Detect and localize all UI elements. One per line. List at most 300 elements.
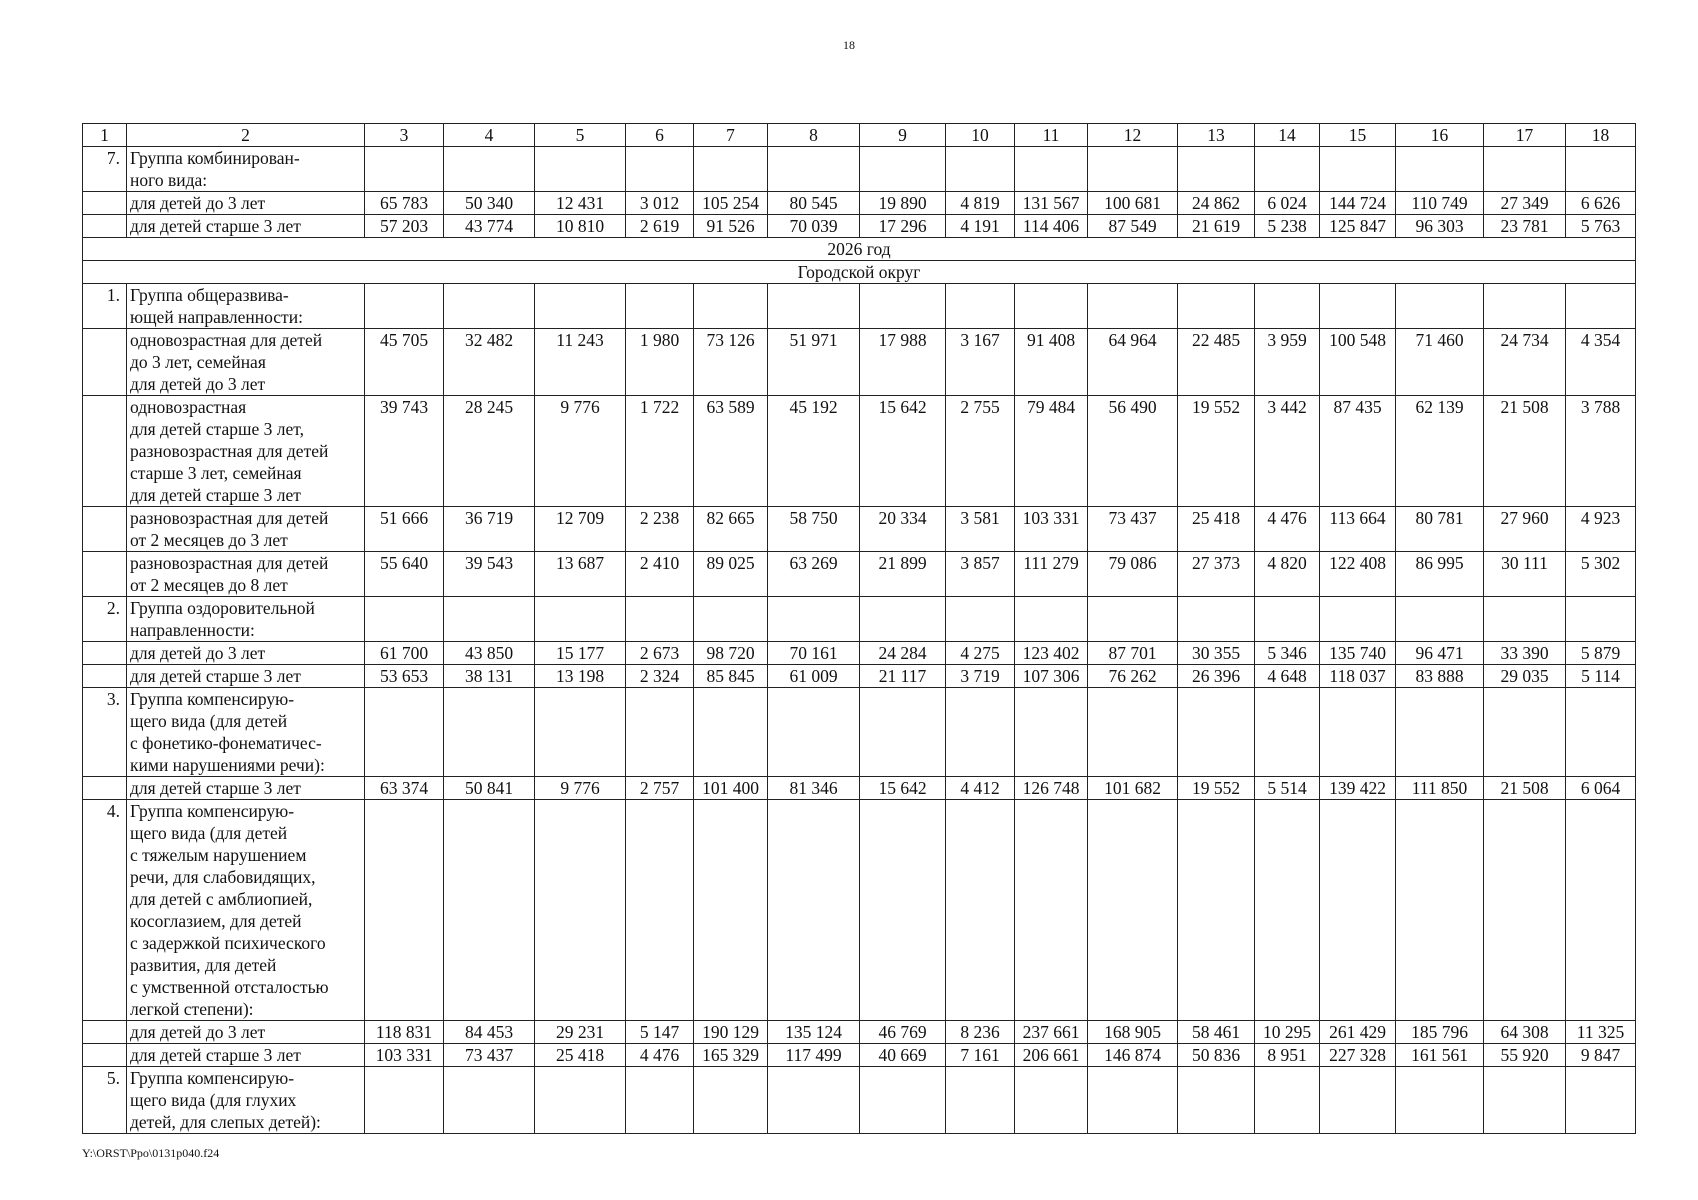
column-number-cell: 16: [1396, 124, 1484, 147]
value-cell: [626, 284, 694, 329]
value-cell: [1396, 284, 1484, 329]
value-cell: 63 589: [694, 396, 768, 507]
value-cell: [1178, 597, 1255, 642]
value-cell: [946, 597, 1015, 642]
value-cell: [444, 800, 535, 1021]
value-cell: 5 346: [1255, 642, 1320, 665]
column-number-cell: 8: [768, 124, 860, 147]
value-cell: [1566, 1067, 1636, 1134]
table-row: [83, 688, 1636, 777]
value-cell: 27 349: [1484, 192, 1566, 215]
value-cell: 46 769: [860, 1021, 946, 1044]
value-cell: 33 390: [1484, 642, 1566, 665]
value-cell: 5 114: [1566, 665, 1636, 688]
value-cell: 4 476: [1255, 507, 1320, 552]
value-cell: 126 748: [1015, 777, 1088, 800]
value-cell: 45 705: [365, 329, 444, 396]
value-cell: [1320, 1067, 1396, 1134]
value-cell: [365, 597, 444, 642]
value-cell: [1566, 800, 1636, 1021]
value-cell: 100 548: [1320, 329, 1396, 396]
value-cell: 101 400: [694, 777, 768, 800]
value-cell: 80 545: [768, 192, 860, 215]
column-number-cell: 2: [127, 124, 365, 147]
value-cell: 10 810: [535, 215, 626, 238]
value-cell: 63 269: [768, 552, 860, 597]
value-cell: 45 192: [768, 396, 860, 507]
value-cell: 3 167: [946, 329, 1015, 396]
value-cell: [1088, 284, 1178, 329]
value-cell: 2 673: [626, 642, 694, 665]
value-cell: 64 308: [1484, 1021, 1566, 1044]
value-cell: [535, 284, 626, 329]
value-cell: 111 279: [1015, 552, 1088, 597]
value-cell: 7 161: [946, 1044, 1015, 1067]
row-number: [83, 777, 127, 800]
value-cell: 87 549: [1088, 215, 1178, 238]
value-cell: [1088, 147, 1178, 192]
value-cell: 19 552: [1178, 396, 1255, 507]
value-cell: [860, 147, 946, 192]
value-cell: 51 666: [365, 507, 444, 552]
column-number-cell: 4: [444, 124, 535, 147]
value-cell: 24 284: [860, 642, 946, 665]
value-cell: 114 406: [1015, 215, 1088, 238]
value-cell: 139 422: [1320, 777, 1396, 800]
value-cell: 8 951: [1255, 1044, 1320, 1067]
value-cell: [1396, 688, 1484, 777]
value-cell: 8 236: [946, 1021, 1015, 1044]
value-cell: [1396, 800, 1484, 1021]
value-cell: 53 653: [365, 665, 444, 688]
value-cell: [444, 284, 535, 329]
value-cell: 5 238: [1255, 215, 1320, 238]
table-row: [83, 665, 1636, 688]
value-cell: 2 238: [626, 507, 694, 552]
value-cell: 4 820: [1255, 552, 1320, 597]
value-cell: 23 781: [1484, 215, 1566, 238]
value-cell: 1 722: [626, 396, 694, 507]
value-cell: 50 841: [444, 777, 535, 800]
value-cell: [1015, 284, 1088, 329]
value-cell: 2 410: [626, 552, 694, 597]
row-label: Группа оздоровительной направленности:: [127, 597, 365, 642]
value-cell: 3 788: [1566, 396, 1636, 507]
value-cell: [1396, 1067, 1484, 1134]
value-cell: [1484, 688, 1566, 777]
value-cell: 30 355: [1178, 642, 1255, 665]
value-cell: [444, 597, 535, 642]
column-number-cell: 15: [1320, 124, 1396, 147]
value-cell: 73 437: [444, 1044, 535, 1067]
column-number-cell: 18: [1566, 124, 1636, 147]
value-cell: 9 847: [1566, 1044, 1636, 1067]
value-cell: 25 418: [535, 1044, 626, 1067]
value-cell: [1255, 1067, 1320, 1134]
value-cell: 13 687: [535, 552, 626, 597]
value-cell: 27 373: [1178, 552, 1255, 597]
section-title: 2026 год: [83, 238, 1636, 261]
value-cell: 25 418: [1178, 507, 1255, 552]
value-cell: 80 781: [1396, 507, 1484, 552]
column-number-cell: 1: [83, 124, 127, 147]
value-cell: [1088, 688, 1178, 777]
value-cell: 131 567: [1015, 192, 1088, 215]
row-label: Группа комбинирован- ного вида:: [127, 147, 365, 192]
value-cell: 100 681: [1088, 192, 1178, 215]
value-cell: 61 009: [768, 665, 860, 688]
row-label: Группа общеразвива- ющей направленности:: [127, 284, 365, 329]
value-cell: 107 306: [1015, 665, 1088, 688]
value-cell: 146 874: [1088, 1044, 1178, 1067]
value-cell: 65 783: [365, 192, 444, 215]
value-cell: [768, 1067, 860, 1134]
value-cell: 76 262: [1088, 665, 1178, 688]
value-cell: [365, 284, 444, 329]
table-row: [83, 284, 1636, 329]
row-label: Группа компенсирую- щего вида (для детей с тяжелым нарушением речи, для слабовидящих, для детей с амблиопией, косоглазием, для детей с задержкой психического развития, для детей с умственной отсталостью легкой степени):: [127, 800, 365, 1021]
value-cell: [768, 284, 860, 329]
row-label: для детей старше 3 лет: [127, 665, 365, 688]
value-cell: 26 396: [1178, 665, 1255, 688]
value-cell: 10 295: [1255, 1021, 1320, 1044]
column-number-cell: 3: [365, 124, 444, 147]
value-cell: 12 709: [535, 507, 626, 552]
value-cell: 103 331: [1015, 507, 1088, 552]
value-cell: 135 124: [768, 1021, 860, 1044]
value-cell: [535, 1067, 626, 1134]
value-cell: [694, 800, 768, 1021]
value-cell: 79 484: [1015, 396, 1088, 507]
table-row: [83, 507, 1636, 552]
value-cell: 111 850: [1396, 777, 1484, 800]
value-cell: 40 669: [860, 1044, 946, 1067]
column-number-cell: 5: [535, 124, 626, 147]
table-row: [83, 1067, 1636, 1134]
value-cell: [946, 147, 1015, 192]
value-cell: [694, 597, 768, 642]
row-label: для детей старше 3 лет: [127, 1044, 365, 1067]
value-cell: [694, 688, 768, 777]
value-cell: 82 665: [694, 507, 768, 552]
value-cell: 2 619: [626, 215, 694, 238]
value-cell: 123 402: [1015, 642, 1088, 665]
value-cell: 3 857: [946, 552, 1015, 597]
column-number-cell: 14: [1255, 124, 1320, 147]
value-cell: [626, 800, 694, 1021]
value-cell: [768, 597, 860, 642]
value-cell: 89 025: [694, 552, 768, 597]
value-cell: [1484, 147, 1566, 192]
value-cell: [626, 688, 694, 777]
column-number-cell: 7: [694, 124, 768, 147]
value-cell: 20 334: [860, 507, 946, 552]
value-cell: 84 453: [444, 1021, 535, 1044]
value-cell: [1566, 688, 1636, 777]
value-cell: 91 408: [1015, 329, 1088, 396]
table-row: [83, 192, 1636, 215]
value-cell: [1566, 284, 1636, 329]
table-row: [83, 552, 1636, 597]
column-number-cell: 10: [946, 124, 1015, 147]
value-cell: 50 340: [444, 192, 535, 215]
value-cell: 165 329: [694, 1044, 768, 1067]
value-cell: 39 543: [444, 552, 535, 597]
value-cell: 85 845: [694, 665, 768, 688]
value-cell: 51 971: [768, 329, 860, 396]
value-cell: 5 147: [626, 1021, 694, 1044]
value-cell: 43 774: [444, 215, 535, 238]
value-cell: 4 275: [946, 642, 1015, 665]
value-cell: 19 552: [1178, 777, 1255, 800]
value-cell: [1015, 597, 1088, 642]
value-cell: [365, 800, 444, 1021]
value-cell: 3 719: [946, 665, 1015, 688]
value-cell: 190 129: [694, 1021, 768, 1044]
value-cell: [946, 284, 1015, 329]
value-cell: 6 064: [1566, 777, 1636, 800]
row-number: [83, 1021, 127, 1044]
value-cell: 21 508: [1484, 396, 1566, 507]
value-cell: 21 619: [1178, 215, 1255, 238]
value-cell: 4 412: [946, 777, 1015, 800]
value-cell: 113 664: [1320, 507, 1396, 552]
value-cell: [1484, 597, 1566, 642]
row-number: [83, 665, 127, 688]
column-number-row: [83, 124, 1636, 147]
value-cell: [626, 1067, 694, 1134]
value-cell: [444, 1067, 535, 1134]
value-cell: 70 039: [768, 215, 860, 238]
table-row: [83, 215, 1636, 238]
value-cell: 122 408: [1320, 552, 1396, 597]
value-cell: 6 626: [1566, 192, 1636, 215]
value-cell: 87 435: [1320, 396, 1396, 507]
value-cell: 4 191: [946, 215, 1015, 238]
value-cell: [365, 688, 444, 777]
row-label: разновозрастная для детей от 2 месяцев до 8 лет: [127, 552, 365, 597]
value-cell: 206 661: [1015, 1044, 1088, 1067]
value-cell: [444, 688, 535, 777]
value-cell: [1015, 1067, 1088, 1134]
footer-file-path: Y:\ORST\Ppo\0131p040.f24: [82, 1146, 220, 1160]
value-cell: 4 354: [1566, 329, 1636, 396]
value-cell: 21 899: [860, 552, 946, 597]
value-cell: 144 724: [1320, 192, 1396, 215]
table-row: [83, 396, 1636, 507]
value-cell: 28 245: [444, 396, 535, 507]
row-number: [83, 642, 127, 665]
column-number-cell: 9: [860, 124, 946, 147]
value-cell: [1178, 284, 1255, 329]
row-label: для детей до 3 лет: [127, 192, 365, 215]
row-label: Группа компенсирую- щего вида (для глухих детей, для слепых детей):: [127, 1067, 365, 1134]
value-cell: 15 642: [860, 777, 946, 800]
value-cell: [1320, 800, 1396, 1021]
row-label: одновозрастная для детей старше 3 лет, разновозрастная для детей старше 3 лет, семейная для детей старше 3 лет: [127, 396, 365, 507]
value-cell: [768, 800, 860, 1021]
value-cell: 55 920: [1484, 1044, 1566, 1067]
value-cell: 2 757: [626, 777, 694, 800]
value-cell: [1088, 1067, 1178, 1134]
value-cell: [1566, 597, 1636, 642]
value-cell: 21 117: [860, 665, 946, 688]
value-cell: [1255, 284, 1320, 329]
value-cell: [1484, 1067, 1566, 1134]
value-cell: [694, 147, 768, 192]
value-cell: [860, 688, 946, 777]
value-cell: 87 701: [1088, 642, 1178, 665]
column-number-cell: 13: [1178, 124, 1255, 147]
value-cell: [860, 800, 946, 1021]
row-number: 1.: [83, 284, 127, 329]
value-cell: 118 037: [1320, 665, 1396, 688]
value-cell: 227 328: [1320, 1044, 1396, 1067]
row-number: [83, 507, 127, 552]
value-cell: 70 161: [768, 642, 860, 665]
value-cell: 30 111: [1484, 552, 1566, 597]
value-cell: 5 302: [1566, 552, 1636, 597]
value-cell: 118 831: [365, 1021, 444, 1044]
value-cell: [768, 688, 860, 777]
value-cell: [1178, 1067, 1255, 1134]
value-cell: [860, 1067, 946, 1134]
value-cell: [1088, 800, 1178, 1021]
row-label: одновозрастная для детей до 3 лет, семейная для детей до 3 лет: [127, 329, 365, 396]
value-cell: [694, 284, 768, 329]
value-cell: 168 905: [1088, 1021, 1178, 1044]
value-cell: [1255, 688, 1320, 777]
column-number-cell: 12: [1088, 124, 1178, 147]
value-cell: 161 561: [1396, 1044, 1484, 1067]
value-cell: 125 847: [1320, 215, 1396, 238]
value-cell: 135 740: [1320, 642, 1396, 665]
value-cell: [1255, 597, 1320, 642]
row-label: для детей старше 3 лет: [127, 777, 365, 800]
value-cell: 3 581: [946, 507, 1015, 552]
row-number: 3.: [83, 688, 127, 777]
table-row: [83, 597, 1636, 642]
page-number: 18: [843, 38, 855, 52]
table-row: [83, 329, 1636, 396]
column-number-cell: 11: [1015, 124, 1088, 147]
value-cell: [1015, 800, 1088, 1021]
row-label: разновозрастная для детей от 2 месяцев до 3 лет: [127, 507, 365, 552]
value-cell: 17 296: [860, 215, 946, 238]
value-cell: [946, 688, 1015, 777]
value-cell: [535, 597, 626, 642]
value-cell: 2 324: [626, 665, 694, 688]
value-cell: 86 995: [1396, 552, 1484, 597]
value-cell: 29 035: [1484, 665, 1566, 688]
value-cell: 71 460: [1396, 329, 1484, 396]
value-cell: [1015, 147, 1088, 192]
value-cell: 11 243: [535, 329, 626, 396]
value-cell: [1320, 597, 1396, 642]
value-cell: 63 374: [365, 777, 444, 800]
value-cell: 32 482: [444, 329, 535, 396]
value-cell: 3 012: [626, 192, 694, 215]
value-cell: 73 437: [1088, 507, 1178, 552]
tariff-table: [82, 123, 1636, 1134]
value-cell: 96 471: [1396, 642, 1484, 665]
table-row: [83, 777, 1636, 800]
value-cell: 4 648: [1255, 665, 1320, 688]
value-cell: [1396, 147, 1484, 192]
value-cell: [946, 800, 1015, 1021]
value-cell: 101 682: [1088, 777, 1178, 800]
value-cell: 3 442: [1255, 396, 1320, 507]
value-cell: [1015, 688, 1088, 777]
value-cell: [860, 284, 946, 329]
value-cell: 64 964: [1088, 329, 1178, 396]
value-cell: 29 231: [535, 1021, 626, 1044]
value-cell: 3 959: [1255, 329, 1320, 396]
table-row: [83, 800, 1636, 1021]
value-cell: 58 750: [768, 507, 860, 552]
value-cell: 1 980: [626, 329, 694, 396]
value-cell: [768, 147, 860, 192]
value-cell: [1566, 147, 1636, 192]
row-number: 2.: [83, 597, 127, 642]
value-cell: 185 796: [1396, 1021, 1484, 1044]
value-cell: 98 720: [694, 642, 768, 665]
row-label: для детей старше 3 лет: [127, 215, 365, 238]
value-cell: 4 923: [1566, 507, 1636, 552]
value-cell: 81 346: [768, 777, 860, 800]
value-cell: [1088, 597, 1178, 642]
row-number: [83, 552, 127, 597]
table-row: [83, 1044, 1636, 1067]
section-header-row: [83, 261, 1636, 284]
row-number: 4.: [83, 800, 127, 1021]
value-cell: 91 526: [694, 215, 768, 238]
value-cell: 103 331: [365, 1044, 444, 1067]
value-cell: 56 490: [1088, 396, 1178, 507]
value-cell: 117 499: [768, 1044, 860, 1067]
value-cell: [1484, 284, 1566, 329]
value-cell: [860, 597, 946, 642]
value-cell: [1484, 800, 1566, 1021]
value-cell: 15 642: [860, 396, 946, 507]
value-cell: [1255, 147, 1320, 192]
value-cell: 36 719: [444, 507, 535, 552]
value-cell: 110 749: [1396, 192, 1484, 215]
value-cell: [365, 1067, 444, 1134]
row-number: 7.: [83, 147, 127, 192]
value-cell: 39 743: [365, 396, 444, 507]
value-cell: 43 850: [444, 642, 535, 665]
section-header-row: [83, 238, 1636, 261]
value-cell: 55 640: [365, 552, 444, 597]
row-number: [83, 329, 127, 396]
value-cell: [1320, 284, 1396, 329]
row-number: [83, 215, 127, 238]
section-title: Городской округ: [83, 261, 1636, 284]
value-cell: 57 203: [365, 215, 444, 238]
value-cell: [444, 147, 535, 192]
value-cell: [626, 597, 694, 642]
value-cell: 105 254: [694, 192, 768, 215]
value-cell: [1178, 147, 1255, 192]
row-label: Группа компенсирую- щего вида (для детей с фонетико-фонематичес- кими нарушениями речи):: [127, 688, 365, 777]
value-cell: 38 131: [444, 665, 535, 688]
value-cell: 27 960: [1484, 507, 1566, 552]
row-number: [83, 192, 127, 215]
value-cell: 12 431: [535, 192, 626, 215]
value-cell: 17 988: [860, 329, 946, 396]
value-cell: 5 763: [1566, 215, 1636, 238]
